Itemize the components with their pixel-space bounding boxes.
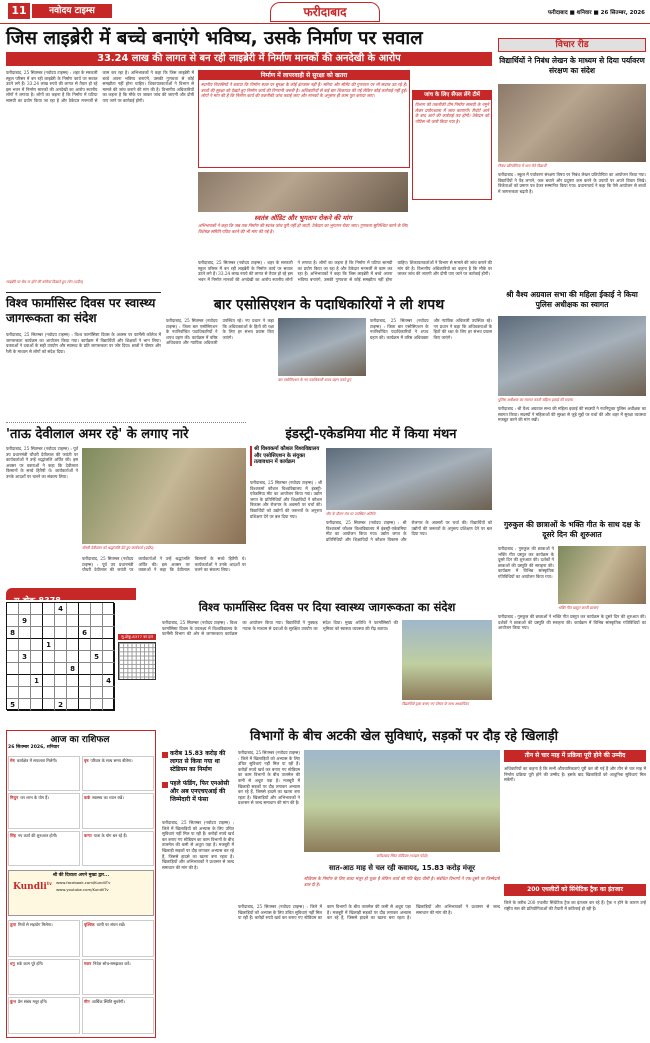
rashifal-sign-text: वाणी पर संयम रखें। (96, 922, 126, 927)
sudoku-cell (91, 627, 103, 639)
rashifal-sign-name: मिथुन (10, 795, 19, 801)
industry-headline: इंडस्ट्री-एकेडमिया मीट में किया मंथन (285, 427, 457, 442)
sudoku-cell (43, 603, 55, 615)
rashifal-sign-name: मेष (10, 758, 15, 763)
sudoku-cell (103, 639, 115, 651)
devilal-photo (82, 448, 246, 544)
lead-body-cont: फरीदाबाद, 25 सितम्बर (नवोदय टाइम्स) : शहर के सरकारी स्कूल परिसर में बन रही लाइब्रेरी के निर्माण कार्य पर सवाल उठने लगे हैं। 33.24 लाख रुपये की लागत से तैयार हो रहे इस भवन में निर्माण मानकों की अनदेखी का आरोप स्थानीय लोगों ने लगाया है। लोगों का कहना है कि निर्माण में घटिया सामग्री का प्रयोग किया जा रहा है और ठेकेदार मनमर्जी से काम कर रहा है। अभिभावकों ने कहा कि जिस लाइब्रेरी में बच्चे अपना भविष्य बनाएंगे, उसकी गुणवत्ता से कोई समझौता नहीं होना चाहिए। शिकायतकर्ताओं ने विभाग से मामले की जांच कराने की मांग की है। विभागीय अधिकारियों का कहना है कि मौके पर जाकर जांच की जाएगी और दोषी पाए जाने पर कार्रवाई होगी। (198, 260, 492, 282)
sports-headline: विभागों के बीच अटकी खेल सुविधाएं, सड़कों पर दौड़ रहे खिलाड़ी (250, 729, 558, 744)
pharmacist2-headline: विश्व फार्मासिस्ट दिवस पर दिया स्वास्थ्य जागरूकता का संदेश (198, 600, 456, 614)
sudoku-cell (79, 651, 91, 663)
sudoku-cell: 6 (79, 627, 91, 639)
rashifal-sign-name: मीन (84, 999, 90, 1005)
sudoku-answer-grid (118, 642, 156, 680)
sudoku-cell (103, 687, 115, 699)
sudoku-cell (55, 663, 67, 675)
rashifal-sign-text: यात्रा के योग बन रहे हैं। (93, 832, 128, 838)
rashifal-sign (82, 959, 154, 996)
rashifal-sign (82, 793, 154, 828)
sudoku-cell (55, 639, 67, 651)
rashifal-sign (8, 793, 80, 828)
sudoku-cell (91, 663, 103, 675)
divider (6, 422, 246, 423)
vaishya-caption: पुलिस अधीक्षक का स्वागत करती महिला इकाई की सदस्य (498, 398, 573, 402)
sports-bullets (162, 750, 234, 804)
sudoku-cell (67, 603, 79, 615)
vichar-reed-body: फरीदाबाद : स्कूल में पर्यावरण संरक्षण विषय पर निबंध लेखन प्रतियोगिता का आयोजन किया गया। विद्यार्थियों ने पेड़ लगाने, जल बचाने और प्रदूषण कम करने के उपायों पर अपने विचार लिखे। विजेताओं को प्रमाण पत्र देकर सम्मानित किया गया। प्रधानाचार्य ने कहा कि ऐसे आयोजन से बच्चों में जागरूकता बढ़ती है। (498, 172, 646, 194)
sports-right-title: तीन से चार माह में प्रक्रिया पूरी होने की उम्मीद (504, 750, 646, 762)
sudoku-cell (67, 627, 79, 639)
lead-box2 (412, 90, 492, 200)
sudoku-cell: 5 (91, 651, 103, 663)
sudoku-cell (103, 627, 115, 639)
sudoku-cell (103, 699, 115, 711)
sudoku-cell (31, 615, 43, 627)
lead-headline: जिस लाइब्रेरी में बच्चे बनाएंगे भविष्य, उसके निर्माण पर सवाल (6, 28, 423, 49)
rashifal-title: आज का राशिफल (50, 735, 110, 745)
sudoku-cell (91, 699, 103, 711)
kundli-ad-title: श्री की दिव्यता अपने मुख्य द्वार... (52, 873, 110, 878)
industry-photo-caption: मीट के दौरान मंच पर उपस्थित अतिथि (326, 512, 376, 516)
sudoku-cell: 8 (7, 627, 19, 639)
lead-box3-body: अभिभावकों ने कहा कि जब तक निर्माण की स्वतंत्र जांच पूरी नहीं हो जाती, ठेकेदार का भुगतान रोका जाए। गुणवत्ता सुनिश्चित करने के लिए विशेषज्ञ समिति गठित करने की भी मांग की गई है। (198, 223, 408, 234)
rashifal-sign-name: कर्क (84, 795, 91, 801)
rashifal-signs (8, 756, 154, 866)
rashifal-sign (8, 959, 80, 996)
rashifal-sign-text: कार्यक्षेत्र में सफलता मिलेगी। (16, 758, 58, 763)
gurukul-body2: फरीदाबाद : गुरुकुल की छात्राओं ने भक्ति गीत प्रस्तुत कर कार्यक्रम के दूसरे दिन की शुरुआत की। दर्शकों ने छात्राओं की प्रस्तुति की सराहना की। कार्यक्रम में विभिन्न सांस्कृतिक गतिविधियों का आयोजन किया गया। (498, 614, 646, 631)
sudoku-cell (7, 639, 19, 651)
lead-box3 (198, 214, 408, 258)
sudoku-cell (19, 639, 31, 651)
rashifal-sign (8, 920, 80, 957)
sudoku-cell (67, 639, 79, 651)
sudoku-cell (91, 675, 103, 687)
rashifal-sign (82, 831, 154, 866)
rashifal-sign-text: रुके काम पूरे होंगे। (16, 960, 44, 966)
rashifal-sign-name: मकर (84, 960, 92, 966)
pharmacist2-caption: विद्यार्थियों द्वारा बनाए गए पोस्टर के साथ अध्यापिका (402, 702, 469, 706)
kundli-logo: Kundli$^{tv}$ (13, 880, 53, 892)
sudoku-cell (55, 615, 67, 627)
sudoku-cell (67, 651, 79, 663)
industry-body: फरीदाबाद, 25 सितम्बर (नवोदय टाइम्स) : श्री विश्वकर्मा कौशल विश्वविद्यालय में इंडस्ट्री-एकेडमिया मीट का आयोजन किया गया। उद्योग जगत के प्रतिनिधियों और शिक्षाविदों ने कौशल विकास और रोजगार के अवसरों पर चर्चा की। विद्यार्थियों को उद्योगों की जरूरतों के अनुरूप प्रशिक्षण देने पर बल दिया गया। (250, 480, 322, 519)
rashifal-sign-name: वृष (84, 758, 89, 763)
rashifal-sign-text: परिवार के साथ समय बीतेगा। (90, 758, 133, 763)
sudoku-cell (19, 627, 31, 639)
sudoku-cell (79, 699, 91, 711)
sudoku-cell (91, 687, 103, 699)
sudoku-cell (43, 699, 55, 711)
sudoku-grid (6, 602, 114, 710)
sudoku-cell (55, 675, 67, 687)
rashifal-sign (8, 756, 80, 791)
sudoku-cell (103, 603, 115, 615)
lead-subhead: 33.24 लाख की लागत से बन रही लाइब्रेरी में निर्माण मानकों की अनदेखी के आरोप (6, 52, 492, 66)
brand-logo: नवोदय टाइम्स (32, 4, 112, 18)
sudoku-answer-title: सु-डोकू-8377 का हल (118, 634, 156, 640)
devilal-photo-caption: चौधरी देवीलाल को श्रद्धांजलि देते हुए कार्यकर्ता (प्रदीप) (82, 546, 154, 550)
sudoku-cell (31, 651, 43, 663)
lead-box1-title: निर्माण में लापरवाही से सुरक्षा को खतरा (199, 71, 409, 80)
gurukul-body: फरीदाबाद : गुरुकुल की छात्राओं ने भक्ति गीत प्रस्तुत कर कार्यक्रम के दूसरे दिन की शुरुआत की। दर्शकों ने छात्राओं की प्रस्तुति की सराहना की। कार्यक्रम में विभिन्न सांस्कृतिक गतिविधियों का आयोजन किया गया। (498, 546, 554, 579)
sudoku-cell (43, 675, 55, 687)
devilal-body2: फरीदाबाद, 25 सितम्बर (नवोदय टाइम्स) : पूर्व उप प्रधानमंत्री चौधरी देवीलाल की जयंती पर कार्यकर्ताओं ने उन्हें श्रद्धांजलि अर्पित की। इस अवसर पर वक्ताओं ने कहा कि देवीलाल किसानों के सच्चे हितैषी थे। कार्यकर्ताओं ने उनके आदर्शों पर चलने का संकल्प लिया। (82, 556, 246, 573)
lead-photo (198, 172, 408, 212)
sports-right-body2: जिले के करीब 200 एथलीट सिंथेटिक ट्रैक का इंतजार कर रहे हैं। ट्रैक न होने के कारण उन्हें राष्ट्रीय स्तर की प्रतियोगिताओं की तैयारी में कठिनाई हो रही है। (504, 900, 646, 911)
sudoku-cell (79, 687, 91, 699)
sudoku-cell (55, 687, 67, 699)
sudoku-cell (91, 603, 103, 615)
kundli-ad[interactable] (8, 870, 154, 916)
sudoku-cell (19, 699, 31, 711)
sudoku-cell (31, 687, 43, 699)
gurukul-caption: भक्ति गीत प्रस्तुत करती छात्राएं (558, 606, 599, 610)
rashifal-sign-name: तुला (10, 922, 17, 927)
sudoku-cell (7, 615, 19, 627)
industry-photo (326, 448, 492, 510)
sudoku-cell (55, 651, 67, 663)
sudoku-cell (31, 603, 43, 615)
devilal-headline: 'ताऊ देवीलाल अमर रहे' के लगाए नारे (6, 427, 189, 442)
sudoku-cell: 9 (19, 615, 31, 627)
sudoku-cell (79, 603, 91, 615)
sudoku-cell (43, 651, 55, 663)
date-line: फरीदाबाद ■ शनिवार ■ 26 सितम्बर, 2026 (547, 10, 645, 16)
rashifal-sign (82, 756, 154, 791)
rashifal-sign-name: कुंभ (10, 999, 16, 1005)
lead-box3-title: स्वतंत्र ऑडिट और भुगतान रोकने की मांग (254, 214, 352, 222)
sudoku-cell: 5 (7, 699, 19, 711)
sports-right-body: अधिकारियों का कहना है कि सभी औपचारिकताएं पूरी कर ली गई हैं और तीन से चार माह में निर्माण प्रक्रिया पूरी होने की उम्मीद है। इसके बाद खिलाड़ियों को आधुनिक सुविधाएं मिल सकेंगी। (504, 766, 646, 783)
sudoku-cell: 3 (19, 651, 31, 663)
sudoku-cell (7, 651, 19, 663)
sudoku-cell (103, 615, 115, 627)
gurukul-photo (558, 546, 646, 604)
sudoku-title: सु-डोकू-8378 (14, 596, 61, 605)
sports-mid-body: स्टेडियम के निर्माण के लिए बजट मंजूर हो चुका है लेकिन कार्य की गति बेहद धीमी है। संबंधित विभागों ने एक-दूसरे पर जिम्मेदारी डाल दी है। (304, 876, 500, 887)
sudoku-cell: 1 (31, 675, 43, 687)
vichar-reed-caption: निबंध प्रतियोगिता में भाग लेते विद्यार्थी (498, 164, 547, 168)
sports-body-bottom: फरीदाबाद, 25 सितम्बर (नवोदय टाइम्स) : जिले में खिलाड़ियों को अभ्यास के लिए उचित सुविधाएं नहीं मिल पा रही हैं। करोड़ों रुपये खर्च कर बनाए गए स्टेडियम का काम विभागों के बीच तालमेल की कमी से अधूरा पड़ा है। मजबूरी में खिलाड़ी सड़कों पर दौड़ लगाकर अभ्यास कर रहे हैं, जिससे हादसे का खतरा बना रहता है। खिलाड़ियों और अभिभावकों ने प्रशासन से जल्द समाधान की मांग की है। (238, 904, 500, 921)
bar-association-caption: बार एसोसिएशन के नए पदाधिकारी शपथ ग्रहण करते हुए (278, 378, 352, 382)
pharmacist1-headline: विश्व फार्मासिस्ट दिवस पर स्वास्थ्य जागरूकता का संदेश (6, 296, 156, 325)
rashifal-sign-text: निवेश सोच-समझकर करें। (93, 960, 131, 966)
sudoku-cell (19, 603, 31, 615)
bar-association-body: फरीदाबाद, 25 सितम्बर (नवोदय टाइम्स) : जिला बार एसोसिएशन के नवनिर्वाचित पदाधिकारियों ने शपथ ग्रहण की। कार्यक्रम में वरिष्ठ अधिवक्ता और न्यायिक अधिकारी उपस्थित रहे। नए प्रधान ने कहा कि अधिवक्ताओं के हितों की रक्षा के लिए हर संभव प्रयास किए जाएंगे। (166, 318, 274, 346)
vaishya-headline: श्री वैश्य अग्रवाल सभा की महिला ईकाई ने किया पुलिस अधीक्षक का स्वागत (506, 290, 638, 309)
rashifal-sign-name: वृश्चिक (84, 922, 95, 927)
sudoku-cell (103, 651, 115, 663)
sudoku-cell (79, 675, 91, 687)
pharmacist2-body: फरीदाबाद, 25 सितम्बर (नवोदय टाइम्स) : विश्व फार्मासिस्ट दिवस के उपलक्ष्य में विश्वविद्यालय के फार्मेसी विभाग की ओर से जागरूकता कार्यक्रम का आयोजन किया गया। विद्यार्थियों ने नुक्कड़ नाटक के माध्यम से दवाओं के सुरक्षित उपयोग का संदेश दिया। मुख्य अतिथि ने फार्मासिस्टों की भूमिका को स्वास्थ्य व्यवस्था की रीढ़ बताया। (162, 620, 398, 637)
vichar-reed-photo (498, 84, 646, 162)
lead-box2-body: विभाग की तकनीकी टीम निर्माण सामग्री के नमूने लेकर प्रयोगशाला में जांच कराएगी। रिपोर्ट आने के बाद आगे की कार्रवाई तय होगी। ठेकेदार को नोटिस भी जारी किया गया है। (415, 102, 489, 124)
rashifal-sign-text: धन लाभ के योग हैं। (20, 795, 49, 801)
sudoku-cell (79, 615, 91, 627)
rashifal-sign-text: प्रेम संबंध मधुर होंगे। (17, 999, 48, 1005)
rashifal-sign (82, 997, 154, 1034)
lead-body: फरीदाबाद, 25 सितम्बर (नवोदय टाइम्स) : शहर के सरकारी स्कूल परिसर में बन रही लाइब्रेरी के निर्माण कार्य पर सवाल उठने लगे हैं। 33.24 लाख रुपये की लागत से तैयार हो रहे इस भवन में निर्माण मानकों की अनदेखी का आरोप स्थानीय लोगों ने लगाया है। लोगों का कहना है कि निर्माण में घटिया सामग्री का प्रयोग किया जा रहा है और ठेकेदार मनमर्जी से काम कर रहा है। अभिभावकों ने कहा कि जिस लाइब्रेरी में बच्चे अपना भविष्य बनाएंगे, उसकी गुणवत्ता से कोई समझौता नहीं होना चाहिए। शिकायतकर्ताओं ने विभाग से मामले की जांच कराने की मांग की है। विभागीय अधिकारियों का कहना है कि मौके पर जाकर जांच की जाएगी और दोषी पाए जाने पर कार्रवाई होगी। (6, 70, 194, 103)
sudoku-cell (7, 663, 19, 675)
sudoku-cell (43, 663, 55, 675)
sudoku-cell (67, 699, 79, 711)
page-number: 11 (8, 3, 30, 19)
masthead (0, 0, 650, 24)
bar-association-headline: बार एसोसिएशन के पदाधिकारियों ने ली शपथ (213, 297, 445, 313)
sports-photo (304, 750, 500, 852)
sudoku-cell (31, 699, 43, 711)
sudoku-cell: 4 (103, 675, 115, 687)
sudoku-cell (31, 639, 43, 651)
sudoku-cell (91, 615, 103, 627)
rashifal-sign-name: सिंह (10, 832, 16, 838)
pharmacist1-body: फरीदाबाद, 25 सितम्बर (नवोदय टाइम्स) : विश्व फार्मासिस्ट दिवस के अवसर पर फार्मेसी कॉलेज में जागरूकता कार्यक्रम का आयोजन किया गया। कार्यक्रम में विद्यार्थियों और शिक्षकों ने भाग लिया। वक्ताओं ने दवाओं के सही उपयोग और स्वास्थ्य के प्रति जागरूकता पर जोर दिया। छात्रों ने पोस्टर और रैली के माध्यम से लोगों को संदेश दिया। (6, 332, 161, 354)
rashifal-sign-text: नए कार्य की शुरुआत होगी। (17, 832, 58, 838)
sudoku-cell (103, 663, 115, 675)
vaishya-photo (498, 316, 646, 396)
sudoku-cell: 8 (67, 663, 79, 675)
sudoku-cell (7, 687, 19, 699)
lead-box1 (198, 70, 410, 168)
edition-label: फरीदाबाद (270, 2, 380, 22)
rashifal-sign-name: धनु (10, 960, 15, 966)
divider (6, 292, 161, 293)
sudoku-cell (31, 663, 43, 675)
sudoku-cell: 4 (55, 603, 67, 615)
sports-body: फरीदाबाद, 25 सितम्बर (नवोदय टाइम्स) : जिले में खिलाड़ियों को अभ्यास के लिए उचित सुविधाएं नहीं मिल पा रही हैं। करोड़ों रुपये खर्च कर बनाए गए स्टेडियम का काम विभागों के बीच तालमेल की कमी से अधूरा पड़ा है। मजबूरी में खिलाड़ी सड़कों पर दौड़ लगाकर अभ्यास कर रहे हैं, जिससे हादसे का खतरा बना रहता है। खिलाड़ियों और अभिभावकों ने प्रशासन से जल्द समाधान की मांग की है। (238, 750, 300, 806)
rashifal-sign (8, 997, 80, 1034)
sports-bullet-2: पहले फंडिंग, फिर एनओसी और अब एनएचएआई की जिम्मेदारी में फंसा (162, 780, 234, 804)
vichar-reed-label: विचार रीड (498, 38, 646, 52)
lead-photo-caption: लाइब्रेरी पर सेंध ना होने की कमियां दिखाते हुए लोग (प्रदीप) (6, 280, 84, 284)
sudoku-cell (31, 627, 43, 639)
sudoku-cell (19, 687, 31, 699)
sports-bullet-1: करीब 15.83 करोड़ की लागत से किया गया था स्टेडियम का निर्माण (162, 750, 234, 774)
industry-kicker: श्री विश्वकर्मा कौशल विश्वविद्यालय और एसोसिएशन के संयुक्त तत्वावधान में कार्यक्रम (250, 446, 322, 466)
rashifal-signs-more (8, 920, 154, 1034)
sudoku-cell (7, 603, 19, 615)
sudoku-cell (55, 627, 67, 639)
sudoku-cell (67, 675, 79, 687)
sudoku-cell: 2 (55, 699, 67, 711)
rashifal-sign-text: आर्थिक स्थिति सुधरेगी। (91, 999, 125, 1005)
rashifal-date: 26 सितम्बर 2026, शनिवार (8, 745, 60, 750)
lead-box2-title: जांच के लिए सैंपल लेंगे टीमें (413, 91, 491, 100)
rashifal-sign-text: स्वास्थ्य का ध्यान रखें। (92, 795, 124, 801)
sudoku-cell (19, 663, 31, 675)
industry-body2: फरीदाबाद, 25 सितम्बर (नवोदय टाइम्स) : श्री विश्वकर्मा कौशल विश्वविद्यालय में इंडस्ट्री-एकेडमिया मीट का आयोजन किया गया। उद्योग जगत के प्रतिनिधियों और शिक्षाविदों ने कौशल विकास और रोजगार के अवसरों पर चर्चा की। विद्यार्थियों को उद्योगों की जरूरतों के अनुरूप प्रशिक्षण देने पर बल दिया गया। (326, 520, 492, 542)
sudoku-title-bar (6, 588, 136, 605)
sudoku-cell (79, 663, 91, 675)
sudoku-cell: 1 (43, 639, 55, 651)
lead-box1-body: स्थानीय निवासियों ने बताया कि निर्माण स्थल पर सुरक्षा के कोई इंतजाम नहीं हैं। सरिया और सीमेंट की गुणवत्ता पर भी सवाल उठ रहे हैं। बच्चों की सुरक्षा को देखते हुए निर्माण कार्य की निगरानी जरूरी है। अधिकारियों से कई बार शिकायत की गई लेकिन कोई कार्रवाई नहीं हुई। लोगों ने मांग की है कि निर्माण कार्य की तकनीकी जांच कराई जाए और मानकों के अनुसार ही काम पूरा कराया जाए। (201, 82, 407, 99)
sudoku-cell (67, 687, 79, 699)
sudoku-cell (79, 639, 91, 651)
bar-association-body2: फरीदाबाद, 25 सितम्बर (नवोदय टाइम्स) : जिला बार एसोसिएशन के नवनिर्वाचित पदाधिकारियों ने शपथ ग्रहण की। कार्यक्रम में वरिष्ठ अधिवक्ता और न्यायिक अधिकारी उपस्थित रहे। नए प्रधान ने कहा कि अधिवक्ताओं के हितों की रक्षा के लिए हर संभव प्रयास किए जाएंगे। (370, 318, 492, 340)
pharmacist2-photo (402, 620, 492, 700)
sudoku-cell (43, 687, 55, 699)
sudoku-cell (19, 675, 31, 687)
gurukul-headline: गुरुकुल की छात्राओं के भक्ति गीत के साथ दक्ष के दूसरे दिन की शुरुआत (503, 520, 641, 539)
bar-association-photo (278, 318, 366, 376)
youtube-link[interactable]: www.youtube.com/KundliTv (56, 887, 109, 892)
sports-right-title2: 200 एथलीटों को सिंथेटिक ट्रैक का इंतजार (504, 884, 646, 896)
sudoku-cell (91, 639, 103, 651)
devilal-body: फरीदाबाद, 25 सितम्बर (नवोदय टाइम्स) : पूर्व उप प्रधानमंत्री चौधरी देवीलाल की जयंती पर कार्यकर्ताओं ने उन्हें श्रद्धांजलि अर्पित की। इस अवसर पर वक्ताओं ने कहा कि देवीलाल किसानों के सच्चे हितैषी थे। कार्यकर्ताओं ने उनके आदर्शों पर चलने का संकल्प लिया। (6, 446, 78, 479)
sports-body-cont: फरीदाबाद, 25 सितम्बर (नवोदय टाइम्स) : जिले में खिलाड़ियों को अभ्यास के लिए उचित सुविधाएं नहीं मिल पा रही हैं। करोड़ों रुपये खर्च कर बनाए गए स्टेडियम का काम विभागों के बीच तालमेल की कमी से अधूरा पड़ा है। मजबूरी में खिलाड़ी सड़कों पर दौड़ लगाकर अभ्यास कर रहे हैं, जिससे हादसे का खतरा बना रहता है। खिलाड़ियों और अभिभावकों ने प्रशासन से जल्द समाधान की मांग की है। (162, 820, 234, 870)
rashifal-sign (82, 920, 154, 957)
vichar-reed-headline: विद्यार्थियों ने निबंध लेखन के माध्यम से दिया पर्यावरण संरक्षण का संदेश (499, 56, 645, 75)
rashifal-sign-text: मित्रों से सहयोग मिलेगा। (18, 922, 53, 927)
sudoku-cell (43, 627, 55, 639)
sports-photo-caption: फरीदाबाद स्थित स्टेडियम (फाइल फोटो) (376, 854, 428, 858)
vaishya-body: फरीदाबाद : श्री वैश्य अग्रवाल सभा की महिला इकाई की सदस्यों ने नवनियुक्त पुलिस अधीक्षक का स्वागत किया। सदस्यों ने महिलाओं की सुरक्षा से जुड़े मुद्दों पर चर्चा की और शहर में सुरक्षा व्यवस्था मजबूत करने की मांग रखी। (498, 406, 646, 423)
rashifal-sign (8, 831, 80, 866)
facebook-link[interactable]: www.facebook.com/KundliTv (56, 880, 111, 885)
sports-mid-title: सात-आठ माह से चल रही कवायद, 15.83 करोड़ मंजूर (329, 864, 475, 872)
rashifal-sign-name: कन्या (84, 832, 92, 838)
sudoku-cell (7, 675, 19, 687)
sudoku-cell (67, 615, 79, 627)
sudoku-cell (43, 615, 55, 627)
